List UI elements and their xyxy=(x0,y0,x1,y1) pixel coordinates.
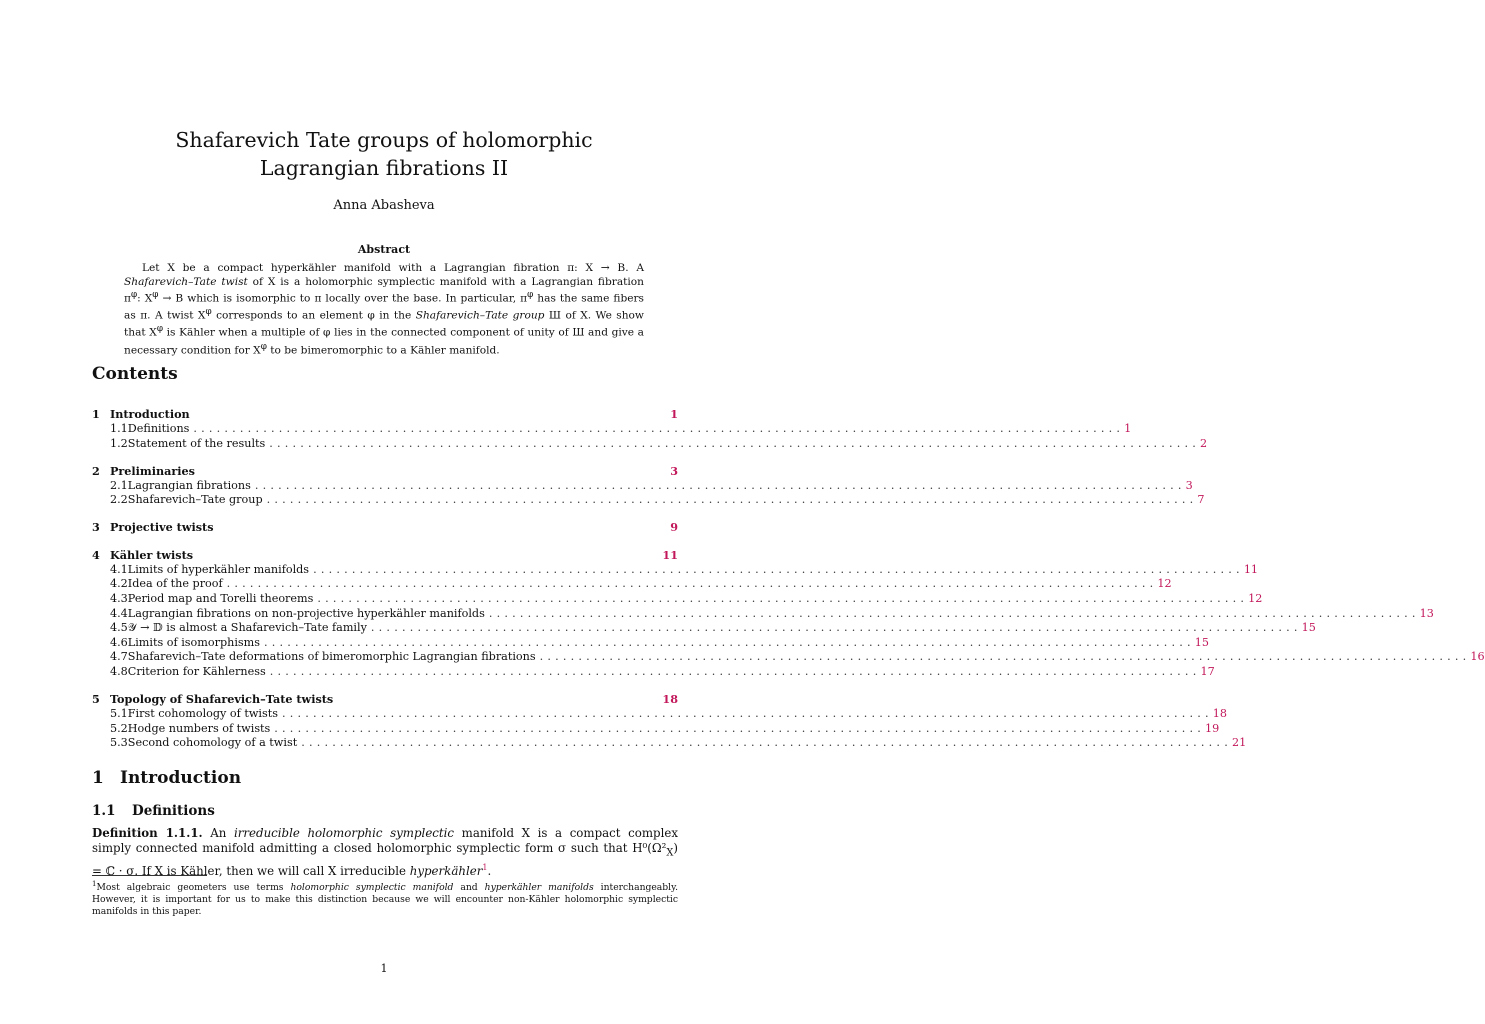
toc-leader-dots: ........................................................................................................................ xyxy=(193,422,1125,435)
abstract-part: of X is a holomorphic symplectic manifold with a Lagrangian fibration π xyxy=(124,275,644,305)
table-of-contents xyxy=(92,407,1485,751)
definition-subscript: X xyxy=(666,847,674,859)
toc-section-entry[interactable] xyxy=(92,692,678,707)
toc-subsection-title: Definitions xyxy=(127,422,190,435)
toc-leader-dots: ........................................................................................................................ xyxy=(317,592,1249,606)
abstract-sup: φ xyxy=(156,324,164,335)
toc-subsection-entry[interactable] xyxy=(92,665,1215,680)
footnote-rule xyxy=(92,875,207,876)
toc-leader-dots: ........................................................................................................................ xyxy=(264,635,1195,649)
toc-page-link[interactable]: 15 xyxy=(1194,635,1209,649)
toc-subsection-title: Period map and Torelli theorems xyxy=(127,592,314,606)
footnote xyxy=(92,878,678,918)
toc-section-title: Kähler twists xyxy=(110,547,194,562)
toc-subsection-number: 4.7 xyxy=(110,650,128,664)
toc-section-title: Preliminaries xyxy=(110,463,195,478)
toc-section-entry[interactable] xyxy=(92,548,678,563)
title-line-2: Lagrangian fibrations II xyxy=(259,156,509,180)
abstract-part: has the same fibers as π. A twist X xyxy=(124,292,644,322)
abstract-sup: φ xyxy=(205,307,212,318)
toc-page-link[interactable]: 11 xyxy=(1243,562,1259,576)
toc-page-link[interactable]: 13 xyxy=(1419,606,1434,620)
toc-subsection-entry[interactable] xyxy=(92,635,1209,651)
toc-subsection-entry[interactable] xyxy=(92,577,1172,592)
toc-subsection-number: 1.1 xyxy=(110,422,128,435)
author-name: Anna Abasheva xyxy=(333,198,435,213)
toc-leader-dots: ........................................................................................................................ xyxy=(226,577,1158,591)
toc-page-link[interactable]: 1 xyxy=(670,407,678,421)
toc-leader-dots: ........................................................................................................................ xyxy=(269,665,1201,679)
toc-subsection-title: Lagrangian fibrations on non-projective hyperkähler manifolds xyxy=(127,606,485,620)
toc-page-link[interactable]: 18 xyxy=(662,692,678,707)
toc-subsection-number: 4.3 xyxy=(110,592,128,606)
toc-section-number: 5 xyxy=(92,692,100,707)
definition-text: ) = ℂ · σ. If X is Kähler, then we will call X irreducible xyxy=(92,841,678,879)
toc-subsection-number: 4.4 xyxy=(110,606,128,620)
toc-page-link[interactable]: 15 xyxy=(1301,621,1316,635)
abstract-part: : X xyxy=(137,292,153,305)
toc-subsection-entry[interactable] xyxy=(92,422,1132,437)
toc-page-link[interactable]: 16 xyxy=(1470,650,1485,664)
subsection-number: 1.1 xyxy=(92,803,116,819)
toc-subsection-title: Limits of isomorphisms xyxy=(127,635,260,649)
toc-page-link[interactable]: 19 xyxy=(1205,721,1220,735)
abstract-text xyxy=(124,262,644,358)
footnote-emphasis: holomorphic symplectic manifold xyxy=(290,882,454,894)
toc-section-entry[interactable] xyxy=(92,520,678,535)
toc-subsection-number: 2.1 xyxy=(110,478,128,492)
toc-subsection-number: 4.6 xyxy=(110,635,128,649)
abstract-part: → B which is isomorphic to π locally over the base. In particular, π xyxy=(158,292,528,305)
toc-leader-dots: ........................................................................................................................ xyxy=(539,650,1471,664)
toc-page-link[interactable]: 7 xyxy=(1197,493,1205,507)
toc-page-link[interactable]: 12 xyxy=(1157,577,1172,591)
subsection-title: Definitions xyxy=(132,803,215,819)
toc-subsection-entry[interactable] xyxy=(92,736,1247,751)
abstract-heading: Abstract xyxy=(357,243,411,256)
toc-page-link[interactable]: 12 xyxy=(1248,592,1263,606)
toc-subsection-number: 4.2 xyxy=(110,577,128,591)
toc-subsection-number: 5.1 xyxy=(110,707,128,721)
abstract-part: is Kähler when a multiple of φ lies in the connected component of unity of Ш and give a necessary condition for X xyxy=(124,326,644,357)
footnote-link[interactable]: 1 xyxy=(482,863,488,873)
abstract-sup: φ xyxy=(152,290,159,301)
toc-gap xyxy=(92,535,678,548)
toc-leader-dots: ........................................................................................................................ xyxy=(266,493,1198,507)
toc-section-number: 2 xyxy=(92,463,100,478)
subsection-heading xyxy=(92,803,215,819)
section-heading xyxy=(92,768,241,788)
toc-section-number: 4 xyxy=(92,547,100,562)
toc-subsection-number: 5.3 xyxy=(110,736,128,750)
toc-page-link[interactable]: 1 xyxy=(1124,422,1132,435)
definition-paragraph xyxy=(92,826,678,879)
definition-text: An xyxy=(202,826,234,840)
toc-leader-dots: ........................................................................................................................ xyxy=(488,606,1420,620)
toc-subsection-entry[interactable] xyxy=(92,621,1316,636)
contents-heading: Contents xyxy=(92,364,178,384)
footnote-text: Most algebraic geometers use terms xyxy=(96,882,291,894)
abstract-emphasis: Shafarevich–Tate group xyxy=(415,309,545,322)
toc-subsection-entry[interactable] xyxy=(92,721,1220,737)
definition-text: . xyxy=(487,864,492,879)
toc-page-link[interactable]: 2 xyxy=(1200,436,1208,450)
toc-subsection-entry[interactable] xyxy=(92,493,1205,508)
toc-page-link[interactable]: 3 xyxy=(1185,478,1193,492)
toc-subsection-title: Statement of the results xyxy=(127,436,266,450)
toc-subsection-entry[interactable] xyxy=(92,436,1208,452)
toc-section-title: Projective twists xyxy=(110,520,214,535)
toc-subsection-number: 4.1 xyxy=(110,562,128,576)
toc-section-entry[interactable] xyxy=(92,407,678,422)
toc-subsection-title: Second cohomology of a twist xyxy=(127,736,298,750)
section-title: Introduction xyxy=(120,768,242,788)
definition-emphasis: irreducible holomorphic symplectic xyxy=(233,826,455,840)
title-line-1: Shafarevich Tate groups of holomorphic xyxy=(175,128,593,152)
toc-page-link[interactable]: 18 xyxy=(1212,707,1227,721)
toc-subsection-entry[interactable] xyxy=(92,478,1193,494)
toc-subsection-title: Lagrangian fibrations xyxy=(127,478,251,492)
toc-subsection-number: 2.2 xyxy=(110,493,128,507)
abstract-part: Ш of X. We show that X xyxy=(124,309,644,339)
toc-page-link[interactable]: 9 xyxy=(670,520,678,535)
toc-page-link[interactable]: 3 xyxy=(670,463,678,478)
footnote-emphasis: hyperkähler manifolds xyxy=(484,882,594,894)
toc-subsection-number: 1.2 xyxy=(110,436,128,450)
toc-section-number: 1 xyxy=(92,407,100,421)
page-number: 1 xyxy=(380,962,388,975)
toc-subsection-title: Hodge numbers of twists xyxy=(127,721,271,735)
toc-leader-dots: ........................................................................................................................ xyxy=(301,736,1232,750)
abstract-sup: φ xyxy=(527,290,534,301)
toc-subsection-title: Shafarevich–Tate deformations of bimeromorphic Lagrangian fibrations xyxy=(127,650,536,664)
abstract-part: corresponds to an element φ in the xyxy=(211,309,416,322)
definition-text: manifold X is a compact complex simply connected manifold admitting a closed holomorphic symplectic form σ such that H⁰(Ω² xyxy=(92,826,678,855)
footnote-text: interchangeably. However, it is important for us to make this distinction because we will encounter non-Kähler holomorphic symplectic manifolds in this paper. xyxy=(92,882,678,918)
footnote-text: and xyxy=(453,882,485,894)
paper-title xyxy=(0,126,768,182)
toc-leader-dots: ........................................................................................................................ xyxy=(269,436,1201,450)
toc-page-link[interactable]: 17 xyxy=(1200,665,1215,679)
toc-subsection-entry[interactable] xyxy=(92,650,1485,665)
toc-subsection-title: Shafarevich–Tate group xyxy=(127,493,263,507)
toc-leader-dots: ........................................................................................................................ xyxy=(313,562,1244,576)
toc-subsection-entry[interactable] xyxy=(92,606,1434,622)
toc-leader-dots: ........................................................................................................................ xyxy=(274,721,1206,735)
toc-section-entry[interactable] xyxy=(92,464,678,479)
toc-subsection-title: First cohomology of twists xyxy=(127,707,278,721)
toc-page-link[interactable]: 21 xyxy=(1231,736,1247,750)
toc-leader-dots: ........................................................................................................................ xyxy=(281,707,1213,721)
toc-section-title: Introduction xyxy=(110,407,190,421)
section-number: 1 xyxy=(92,768,104,788)
toc-section-number: 3 xyxy=(92,520,100,535)
abstract-part: Let X be a compact hyperkähler manifold with a Lagrangian fibration π: X → B. A xyxy=(142,262,644,274)
toc-subsection-number: 5.2 xyxy=(110,721,128,735)
toc-subsection-entry[interactable] xyxy=(92,562,1259,578)
toc-subsection-number: 4.8 xyxy=(110,665,128,679)
toc-leader-dots: ........................................................................................................................ xyxy=(370,621,1302,635)
toc-subsection-title: 𝒴 → 𝔻 is almost a Shafarevich–Tate family xyxy=(127,621,367,635)
toc-leader-dots: ........................................................................................................................ xyxy=(254,478,1186,492)
toc-subsection-title: Limits of hyperkähler manifolds xyxy=(127,562,310,576)
toc-gap xyxy=(92,451,678,464)
toc-gap xyxy=(92,508,678,521)
abstract-sup: φ xyxy=(260,341,267,352)
footnote-mark: 1 xyxy=(92,880,97,888)
abstract-sup: φ xyxy=(130,290,138,301)
definition-emphasis: hyperkähler xyxy=(409,864,483,879)
toc-subsection-number: 4.5 xyxy=(110,621,128,635)
toc-subsection-entry[interactable] xyxy=(92,707,1227,722)
abstract-part: to be bimeromorphic to a Kähler manifold. xyxy=(266,344,500,357)
abstract-emphasis: Shafarevich–Tate twist xyxy=(124,275,248,288)
toc-gap xyxy=(92,680,678,693)
toc-section-title: Topology of Shafarevich–Tate twists xyxy=(110,692,334,707)
toc-subsection-title: Criterion for Kählerness xyxy=(127,665,266,679)
toc-subsection-entry[interactable] xyxy=(92,592,1263,607)
toc-subsection-title: Idea of the proof xyxy=(127,577,223,591)
toc-page-link[interactable]: 11 xyxy=(662,547,678,562)
definition-label: Definition 1.1.1. xyxy=(92,826,203,840)
